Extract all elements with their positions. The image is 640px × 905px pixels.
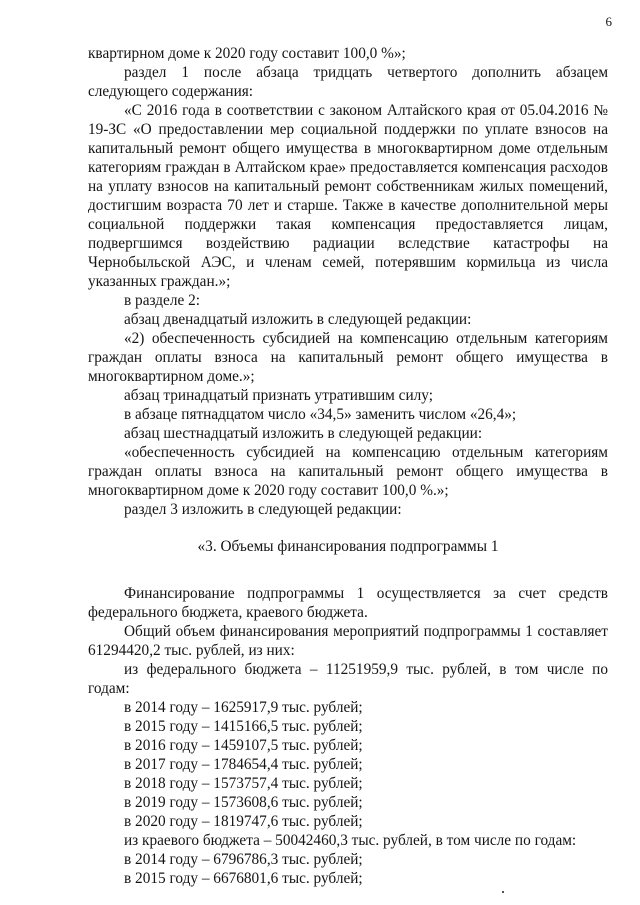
paragraph: абзац тринадцатый признать утратившим силу; [124,387,433,404]
financing-year-line: в 2014 году – 1625917,9 тыс. рублей; [124,699,363,716]
paragraph: абзац шестнадцатый изложить в следующей редакции: [124,425,483,442]
financing-year-line: в 2015 году – 1415166,5 тыс. рублей; [124,718,363,735]
paragraph: в абзаце пятнадцатом число «34,5» заменить числом «26,4»; [124,406,517,423]
paragraph: в разделе 2: [124,292,200,309]
document-body [88,44,608,888]
scan-speck [502,891,504,893]
section-heading: «3. Объемы финансирования подпрограммы 1 [197,538,499,555]
financing-paragraph: из федерального бюджета – 11251959,9 тыс. рублей, в том числе по годам: [88,661,608,697]
financing-paragraph: Общий объем финансирования мероприятий подпрограммы 1 составляет 61294420,2 тыс. рублей, из них: [88,623,608,659]
financing-paragraph: из краевого бюджета – 50042460,3 тыс. рублей, в том числе по годам: [124,832,577,849]
paragraph: раздел 3 изложить в следующей редакции: [124,501,402,518]
paragraph: «С 2016 года в соответствии с законом Алтайского края от 05.04.2016 № 19-ЗС «О предоставлении мер социальной поддержки по уплате взносов на капитальный ремонт общего имущества в многоквартирном доме отдельным категориям граждан в Алтайском крае» предоставляется компенсация расходов на уплату взносов на капитальный ремонт собственникам жилых помещений, достигшим возраста 70 лет и старше. Также в качестве дополнительной меры социальной поддержки такая компенсация предоставляется лицам, подвергшимся воздействию радиации вследствие катастрофы на Чернобыльской АЭС, и членам семей, потерявшим кормильца из числа указанных граждан.»; [88,102,608,290]
page-number: 6 [605,14,612,29]
paragraph: «обеспеченность субсидией на компенсацию отдельным категориям граждан оплаты взноса на капитальный ремонт общего имущества в многоквартирном доме к 2020 году составит 100,0 %.»; [88,444,608,499]
financing-year-line: в 2018 году – 1573757,4 тыс. рублей; [124,775,363,792]
financing-year-line: в 2017 году – 1784654,4 тыс. рублей; [124,756,363,773]
paragraph: раздел 1 после абзаца тридцать четвертого дополнить абзацем следующего содержания: [88,64,608,100]
paragraph: «2) обеспеченность субсидией на компенсацию отдельным категориям граждан оплаты взноса на капитальный ремонт общего имущества в многоквартирном доме.»; [88,330,608,385]
financing-year-line: в 2015 году – 6676801,6 тыс. рублей; [124,870,363,887]
financing-year-line: в 2014 году – 6796786,3 тыс. рублей; [124,851,363,868]
financing-year-line: в 2020 году – 1819747,6 тыс. рублей; [124,813,363,830]
paragraph: абзац двенадцатый изложить в следующей редакции: [124,311,472,328]
financing-year-line: в 2016 году – 1459107,5 тыс. рублей; [124,737,363,754]
financing-paragraph: Финансирование подпрограммы 1 осуществляется за счет средств федерального бюджета, краевого бюджета. [88,585,608,621]
financing-year-line: в 2019 году – 1573608,6 тыс. рублей; [124,794,363,811]
paragraph: квартирном доме к 2020 году составит 100,0 %»; [88,45,406,62]
